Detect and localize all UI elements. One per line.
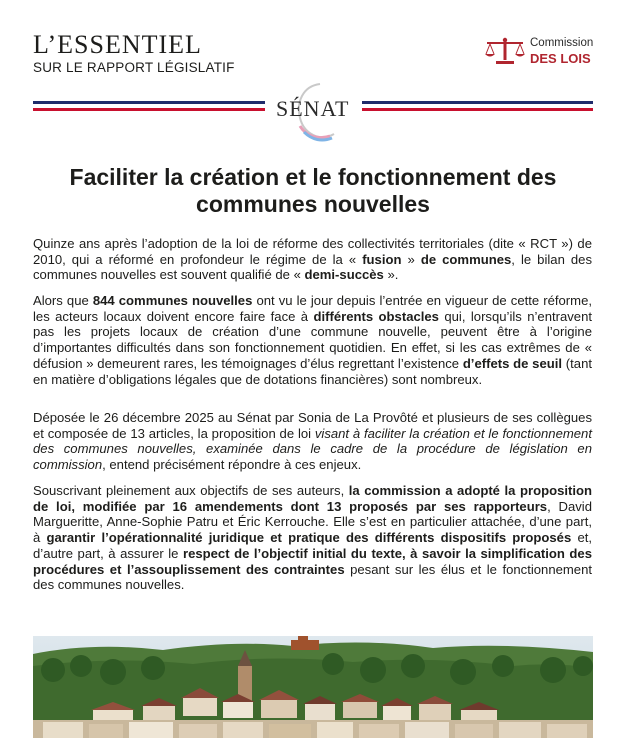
village-landscape-photo: [33, 636, 593, 738]
senat-logo-text: SÉNAT: [276, 96, 350, 121]
paragraph-run: Alors que: [33, 293, 93, 308]
paragraph-run: ».: [383, 267, 399, 283]
paragraph-run: garantir l’opérationnalité juridique et pratique des différents dispositifs proposés: [46, 530, 572, 546]
paragraph-run: , entend précisément répondre à ces enjeux.: [102, 457, 362, 473]
paragraph-1: [33, 236, 592, 283]
paragraph-run: Quinze ans après l’adoption de la loi de réforme des collectivités territoriales (dite « RCT ») de 2010, qui a réformé en profondeur le régime de la «: [33, 236, 592, 267]
paragraph-run: pesant sur les élus et le fonctionnement des communes nouvelles.: [33, 561, 592, 593]
paragraph-run: de communes: [420, 251, 512, 267]
paragraph-run: demi-succès: [304, 267, 384, 283]
paragraph-2: [33, 293, 592, 387]
paragraph-run: qui, lorsqu’ils n’entravent pas les projets locaux de création d’une commune nouvelle, peuvent être à l’origine d’importantes difficultés dans son fonctionnement quotidien. En effet, si les cas extrêmes de « défusion » demeurent rares, les témoignages d’élus regrettant l’existence: [33, 308, 593, 371]
paragraph-run: différents obstacles: [313, 308, 439, 324]
paragraph-run: la commission a adopté la proposition de loi, modifiée par 16 amendements dont 13 proposés par ses rapporteurs: [33, 483, 592, 514]
paragraph-run: visant à faciliter la création et le fonctionnement des communes nouvelles, examinée dans le cadre de la procédure de législation en commission: [33, 425, 592, 473]
paragraph-run: , David Margueritte, Anne-Sophie Patru et Éric Kerrouche. Elle s’est en particulier attachée, d’une part, à: [33, 498, 592, 546]
paragraph-run: , le bilan des communes nouvelles est souvent qualifié de «: [33, 251, 592, 283]
scales-of-justice-icon: [484, 36, 526, 66]
publication-title: L’ESSENTIEL: [33, 30, 202, 59]
paragraph-3: [33, 410, 592, 473]
document-title: Faciliter la création et le fonctionnement des communes nouvelles: [69, 164, 557, 217]
paragraph-run: fusion: [362, 251, 402, 267]
paragraph-run: respect de l’objectif initial du texte, à savoir la simplification des procédures et l’assouplissement des contraintes: [33, 545, 592, 577]
commission-label: Commission: [530, 37, 594, 49]
paragraph-run: »: [401, 251, 421, 267]
paragraph-run: et, d’autre part, à assurer le: [33, 530, 593, 561]
paragraph-4: [33, 483, 592, 593]
paragraph-run: Souscrivant pleinement aux objectifs de ses auteurs,: [33, 483, 349, 498]
paragraph-run: 844 communes nouvelles: [92, 293, 253, 308]
commission-logo: [484, 36, 604, 66]
paragraph-run: (tant en matière d’obligations légales que de dotations financières) sont nombreux.: [33, 355, 592, 387]
commission-name: DES LOIS: [530, 51, 591, 66]
paragraph-run: ont vu le jour depuis l’entrée en vigueur de cette réforme, les acteurs locaux doivent encore faire face à: [33, 293, 592, 324]
paragraph-run: d’effets de seuil: [462, 355, 563, 371]
paragraph-run: Déposée le 26 décembre 2025 au Sénat par Sonia de La Provôté et plusieurs de ses collègues et composée de 13 articles, la proposition de loi: [33, 410, 592, 441]
publication-subtitle: SUR LE RAPPORT LÉGISLATIF: [33, 60, 235, 75]
